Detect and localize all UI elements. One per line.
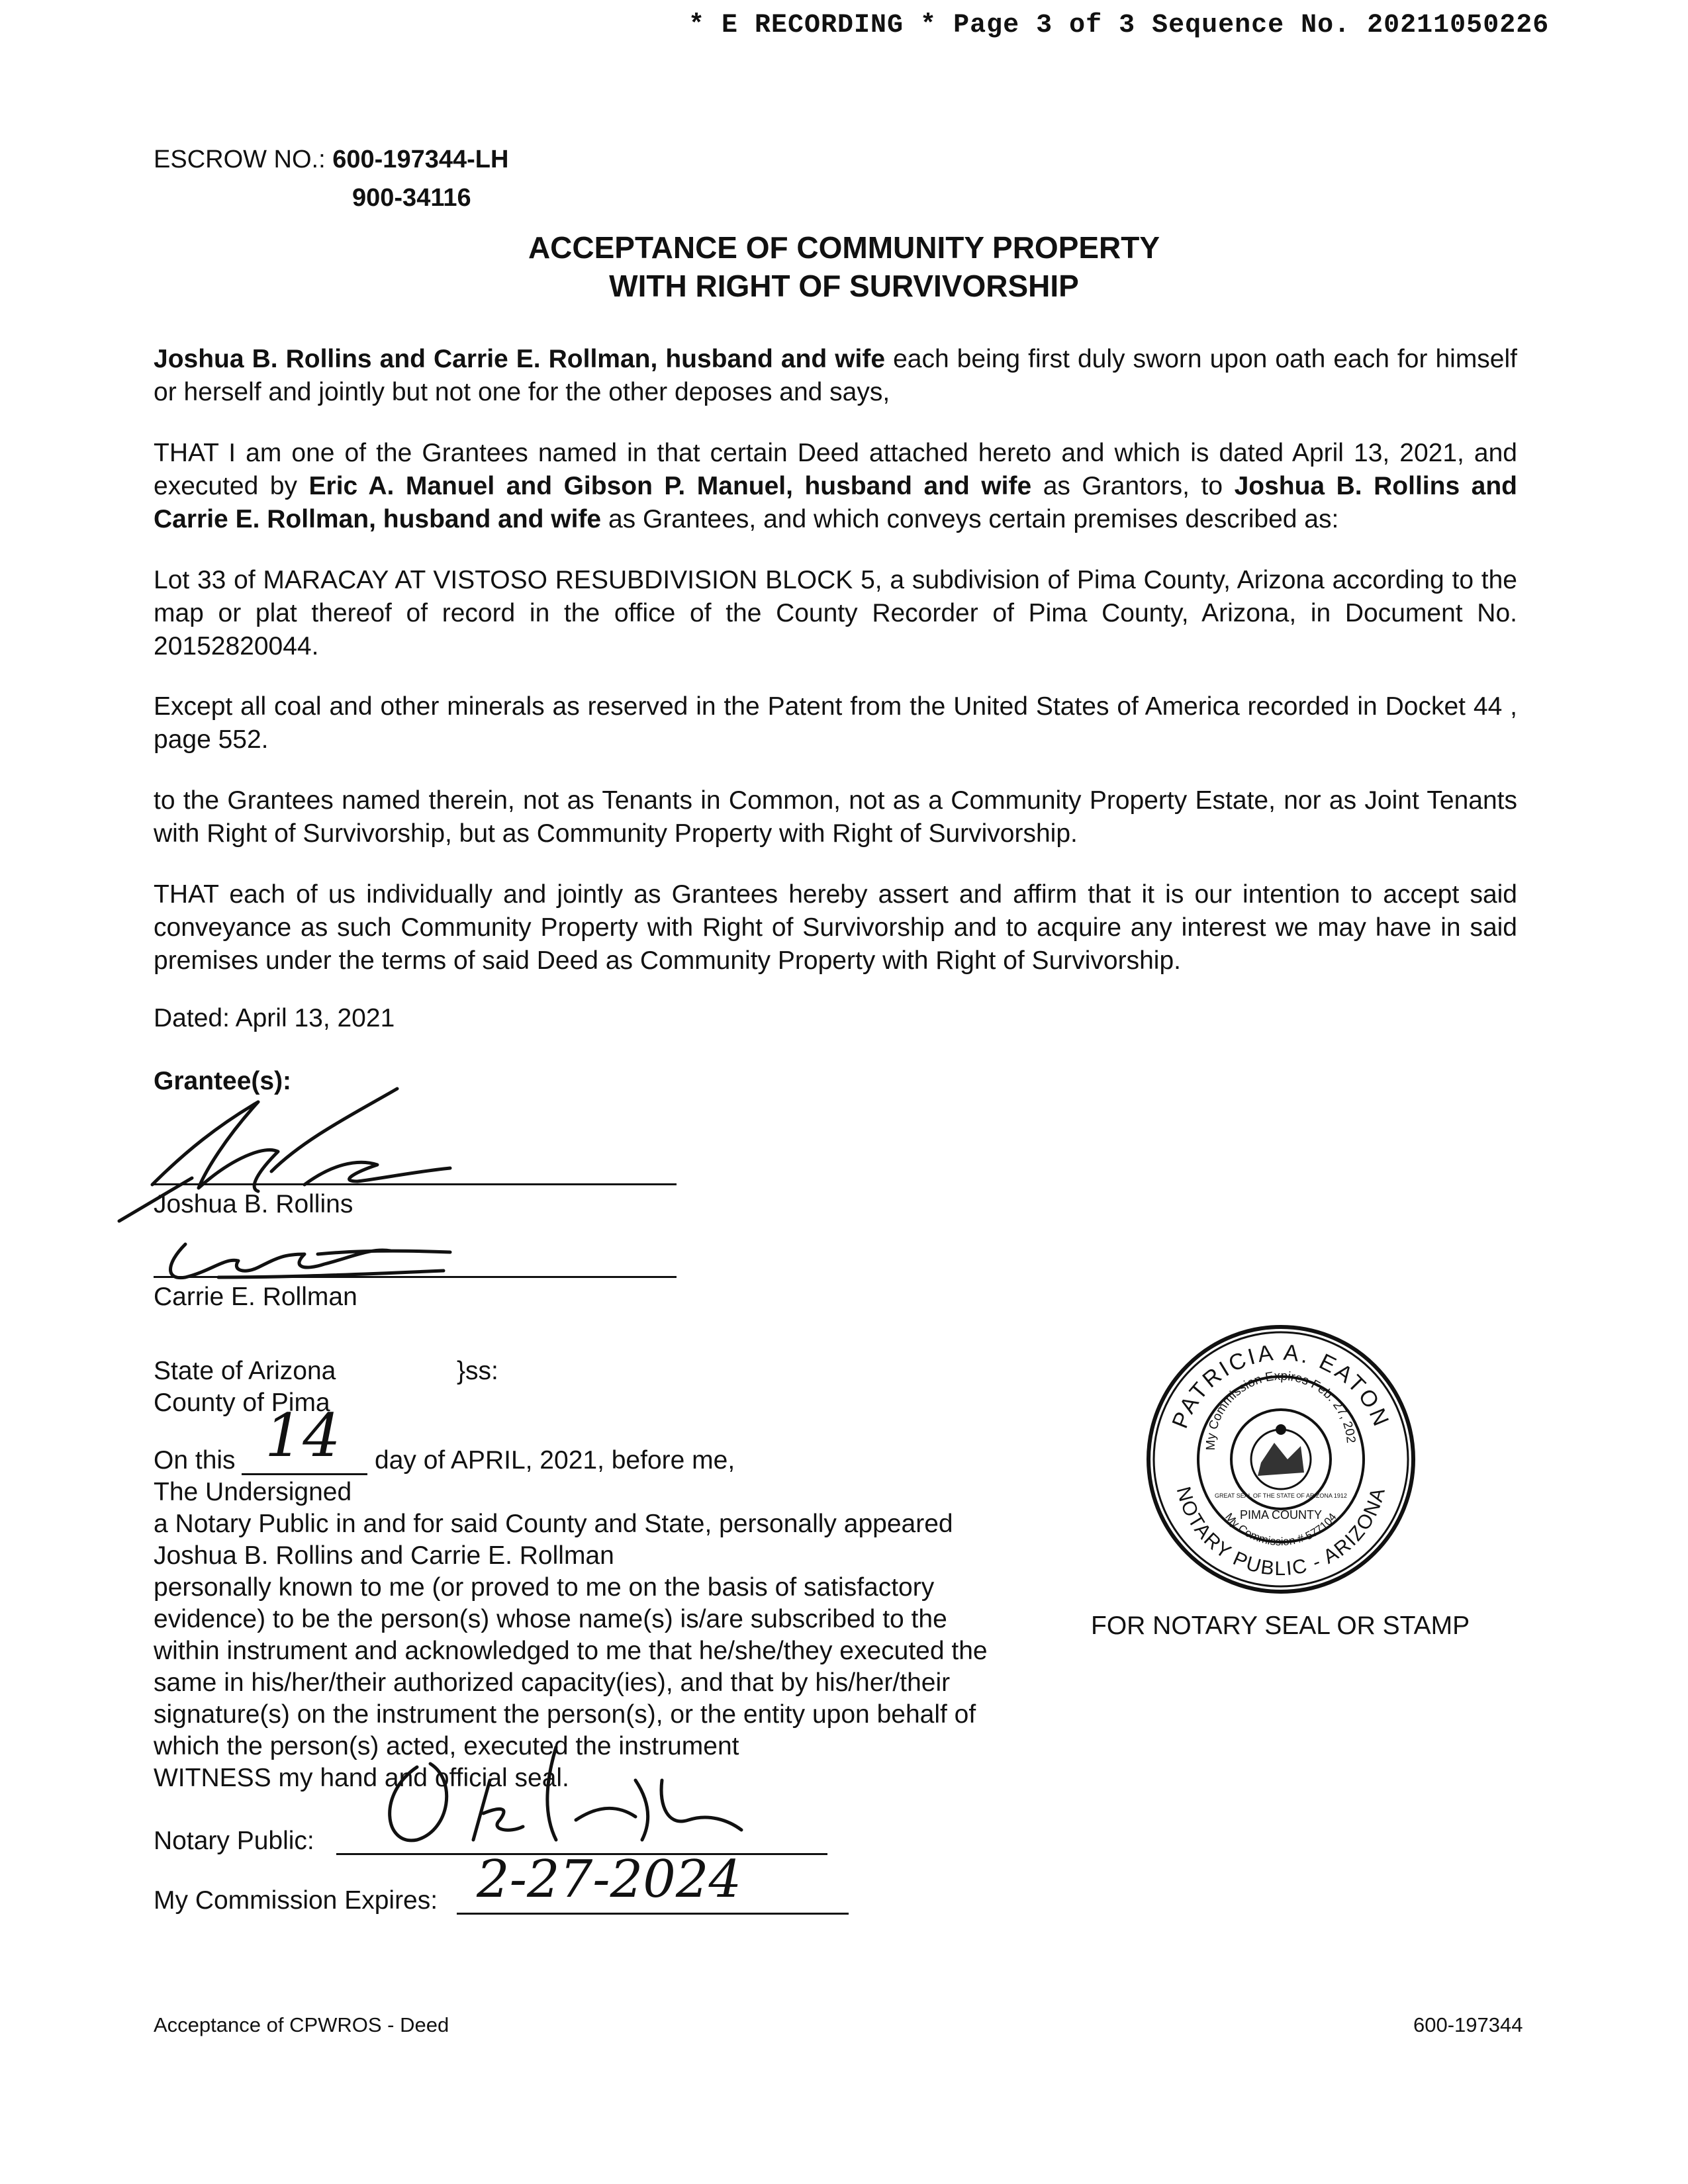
seal-county: PIMA COUNTY — [1239, 1508, 1323, 1522]
recording-header: * E RECORDING * Page 3 of 3 Sequence No. 20211050226 — [688, 11, 1550, 40]
seal-name: PATRICIA A. EATON — [1167, 1340, 1395, 1432]
commission-label: My Commission Expires: — [154, 1886, 438, 1915]
grantees-label: Grantee(s): — [154, 1067, 292, 1095]
notary-text-line: Joshua B. Rollins and Carrie E. Rollman — [154, 1541, 614, 1570]
notary-text-line: evidence) to be the person(s) whose name(s) is/are subscribed to the — [154, 1605, 947, 1633]
seal-commission-number: My Commission # 577104 — [1223, 1510, 1339, 1549]
notary-signature — [357, 1741, 755, 1860]
commission-line — [457, 1913, 849, 1915]
notary-text-line: signature(s) on the instrument the person(s), or the entity upon behalf of — [154, 1700, 976, 1729]
notary-text-line: personally known to me (or proved to me on the basis of satisfactory — [154, 1573, 935, 1602]
document-title-line-1: ACCEPTANCE OF COMMUNITY PROPERTY — [528, 230, 1160, 265]
svg-text:PATRICIA A. EATON — [1167, 1340, 1394, 1432]
notary-text-line: WITNESS my hand and official seal. — [154, 1764, 569, 1792]
on-this-label: On this — [154, 1446, 236, 1475]
seal-notary: NOTARY PUBLIC - ARIZONA — [1172, 1484, 1390, 1580]
mineral-exception: Except all coal and other minerals as reserved in the Patent from the United States of America recorded in Docket 44 , page 552. — [154, 692, 1517, 754]
deed-grantors: Eric A. Manuel and Gibson P. Manuel, husband and wife — [308, 472, 1032, 500]
footer-right: 600-197344 — [1413, 2013, 1523, 2036]
day-handwritten: 14 — [265, 1401, 341, 1471]
escrow-number-1: 600-197344-LH — [332, 146, 509, 173]
footer-left: Acceptance of CPWROS - Deed — [154, 2013, 449, 2036]
day-blank-line — [242, 1473, 367, 1475]
svg-text:My Commission Expires Feb. 27, — [1139, 1310, 1358, 1451]
intro-paragraph — [154, 343, 1517, 409]
signer-name-1: Joshua B. Rollins — [154, 1190, 353, 1218]
dated-line: Dated: April 13, 2021 — [154, 1004, 395, 1032]
intro-text: each being first duly sworn upon oath each for himself or herself and jointly but not one for the other deposes and says, — [154, 345, 1517, 406]
venue-ss: }ss: — [457, 1357, 498, 1385]
deed-text-1: THAT I am one of the Grantees named in that certain Deed attached hereto and which is dated April 13, 2021, and executed by — [154, 439, 1517, 500]
escrow-line — [154, 146, 508, 174]
affirmation-paragraph: THAT each of us individually and jointly as Grantees hereby assert and affirm that it is our intention to accept said conveyance as such Community Property with Right of Survivorship and to acquire any interest we may have in said premises under the terms of said Deed as Community Property with Right of Survivorship. — [154, 880, 1517, 975]
commission-handwritten: 2-27-2024 — [477, 1850, 742, 1909]
notary-text-line: within instrument and acknowledged to me that he/she/they executed the — [154, 1637, 988, 1665]
day-rest: day of APRIL, 2021, before me, — [375, 1446, 735, 1475]
notary-text-line: same in his/her/their authorized capacity(ies), and that by his/her/their — [154, 1668, 951, 1697]
escrow-label: ESCROW NO.: — [154, 146, 326, 173]
undersigned-label: The Undersigned — [154, 1478, 352, 1506]
escrow-number-2: 900-34116 — [352, 184, 471, 212]
tenancy-paragraph: to the Grantees named therein, not as Tenants in Common, not as a Community Property Estate, nor as Joint Tenants with Right of Survivorship, but as Community Property with Right of Survivorship. — [154, 786, 1517, 848]
legal-description: Lot 33 of MARACAY AT VISTOSO RESUBDIVISION BLOCK 5, a subdivision of Pima County, Arizona according to the map or plat thereof of record in the office of the County Recorder of Pima County, Arizona, in Document No. 20152820044. — [154, 566, 1517, 660]
venue-county: County of Pima — [154, 1388, 330, 1417]
notary-seal-text — [1138, 1310, 1420, 1598]
deed-grantees: Joshua B. Rollins and Carrie E. Rollman, husband and wife — [154, 472, 1518, 533]
deed-paragraph — [154, 437, 1517, 536]
grantee-signature-2 — [152, 1231, 470, 1291]
signature-line-1 — [154, 1183, 677, 1185]
signer-name-2: Carrie E. Rollman — [154, 1283, 357, 1311]
notary-text-line: which the person(s) acted, executed the instrument — [154, 1732, 739, 1760]
seal-caption: FOR NOTARY SEAL OR STAMP — [1091, 1612, 1470, 1640]
intro-parties: Joshua B. Rollins and Carrie E. Rollman, husband and wife — [154, 345, 886, 373]
notary-text-line: a Notary Public in and for said County and State, personally appeared — [154, 1510, 953, 1538]
signature-line-2 — [154, 1276, 677, 1278]
notary-public-label: Notary Public: — [154, 1827, 314, 1855]
deed-text-2: as Grantors, to — [1031, 472, 1235, 500]
document-title-line-2: WITH RIGHT OF SURVIVORSHIP — [609, 269, 1079, 303]
deed-text-3: as Grantees, and which conveys certain premises described as: — [601, 505, 1339, 533]
seal-state-seal: GREAT SEAL OF THE STATE OF ARIZONA 1912 — [1215, 1492, 1347, 1499]
venue-state: State of Arizona — [154, 1357, 336, 1385]
seal-expires: My Commission Expires Feb. 27, 2024 — [1138, 1310, 1358, 1451]
